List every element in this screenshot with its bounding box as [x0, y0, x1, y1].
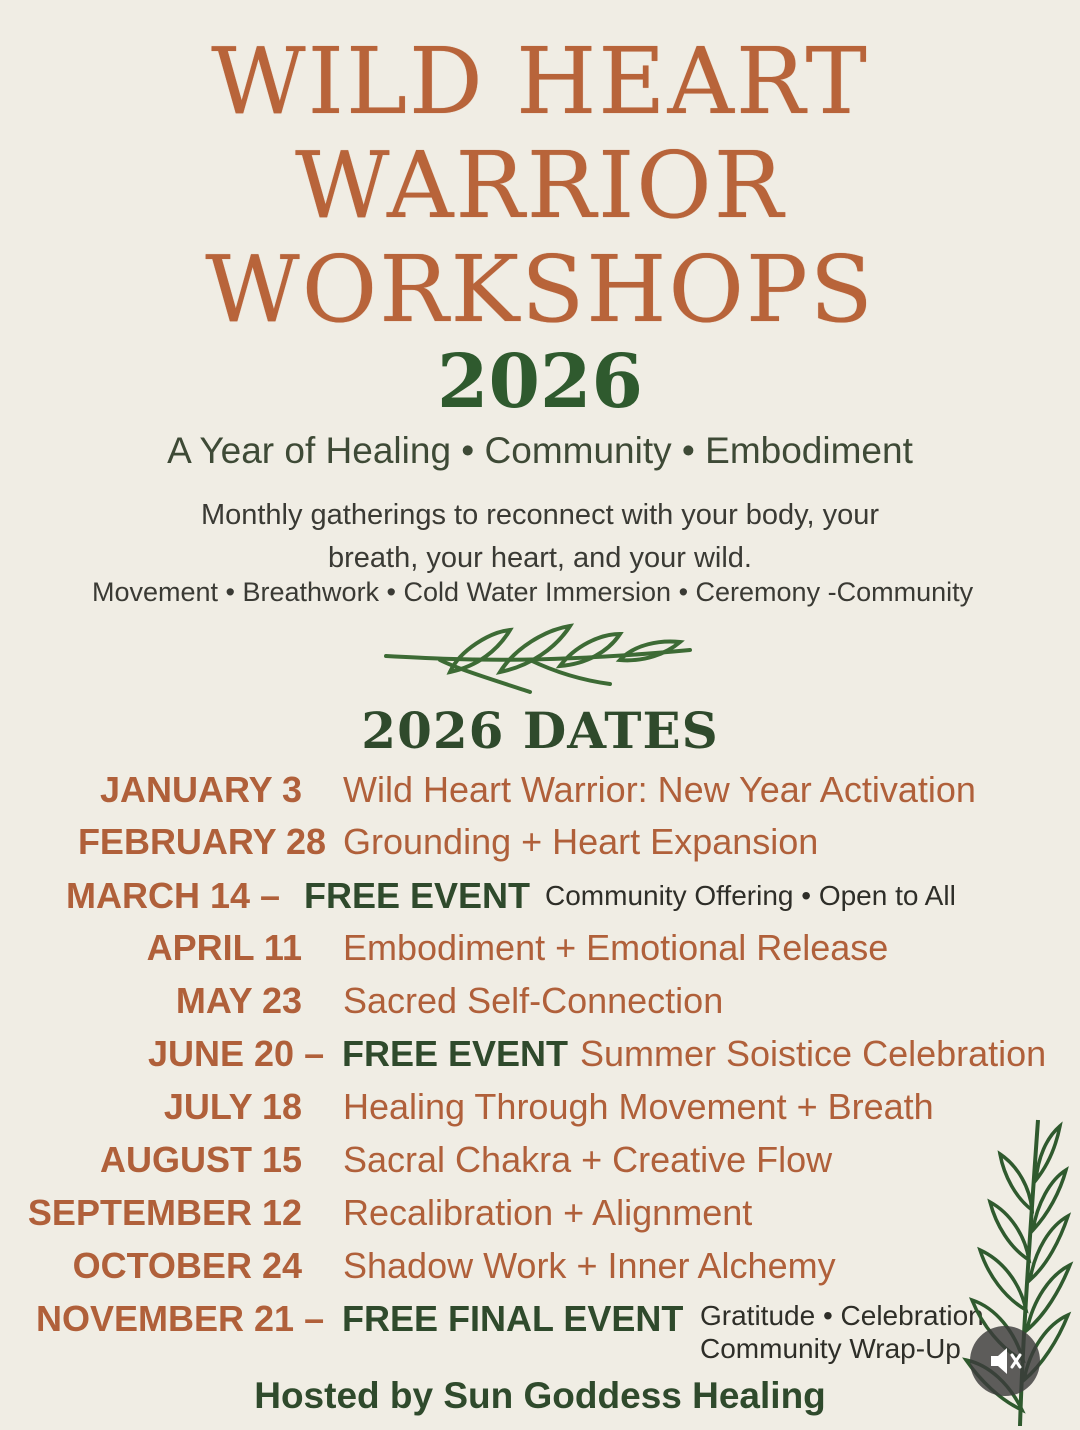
subtitle: A Year of Healing • Community • Embodiment — [167, 430, 913, 471]
description-line-2: breath, your heart, and your wild. — [328, 542, 752, 574]
event-date: JULY 18 — [163, 1086, 302, 1127]
title-line-2: WARRIOR — [295, 132, 785, 239]
event-row — [0, 1034, 1080, 1084]
event-row — [0, 1193, 1080, 1243]
title-line-3: WORKSHOPS — [205, 236, 875, 343]
event-date: SEPTEMBER 12 — [27, 1192, 302, 1233]
mute-button[interactable] — [970, 1326, 1040, 1396]
event-row — [0, 981, 1080, 1031]
event-date: JANUARY 3 — [99, 769, 302, 810]
event-date: JUNE 20 – — [148, 1033, 325, 1074]
event-date: APRIL 11 — [146, 927, 302, 968]
event-date: MARCH 14 – — [66, 875, 281, 916]
event-row — [0, 1246, 1080, 1296]
event-title: Gratitude • Celebration — [700, 1300, 984, 1331]
event-title: Shadow Work + Inner Alchemy — [343, 1245, 836, 1286]
title-line-1: WILD HEART — [211, 28, 869, 135]
event-title-line-2: Community Wrap-Up — [700, 1333, 961, 1364]
event-row — [0, 770, 1080, 820]
olive-branch-icon — [380, 620, 700, 700]
event-title: Embodiment + Emotional Release — [343, 927, 889, 968]
event-title: Wild Heart Warrior: New Year Activation — [343, 769, 976, 810]
event-title: Grounding + Heart Expansion — [343, 821, 819, 862]
event-date: FEBRUARY 28 — [77, 821, 326, 862]
event-date: NOVEMBER 21 – — [36, 1298, 325, 1339]
event-title: Recalibration + Alignment — [343, 1192, 753, 1233]
event-row — [0, 1140, 1080, 1190]
speaker-muted-icon — [987, 1345, 1023, 1377]
free-event-label: FREE EVENT — [304, 875, 531, 916]
description — [140, 494, 940, 580]
year-heading: 2026 — [437, 339, 643, 425]
event-date: OCTOBER 24 — [72, 1245, 302, 1286]
event-title: Healing Through Movement + Breath — [343, 1086, 934, 1127]
host-line: Hosted by Sun Goddess Healing — [254, 1375, 826, 1416]
event-title: Sacred Self-Connection — [343, 980, 724, 1021]
event-title: Sacral Chakra + Creative Flow — [343, 1139, 833, 1180]
description-line-1: Monthly gatherings to reconnect with your body, your — [200, 499, 880, 531]
free-event-label: FREE FINAL EVENT — [342, 1298, 684, 1339]
free-event-label: FREE EVENT — [342, 1033, 569, 1074]
event-row — [0, 822, 1080, 872]
event-row — [0, 1087, 1080, 1137]
event-row — [0, 928, 1080, 978]
event-date: MAY 23 — [175, 980, 302, 1021]
event-row — [0, 1299, 1080, 1369]
dates-heading: 2026 DATES — [361, 701, 719, 760]
event-title: Summer Soistice Celebration — [580, 1033, 1047, 1074]
event-title: Community Offering • Open to All — [545, 880, 956, 911]
event-date: AUGUST 15 — [99, 1139, 302, 1180]
topics-line: Movement • Breathwork • Cold Water Immersion • Ceremony -Community — [92, 577, 974, 607]
event-row — [0, 876, 1080, 926]
